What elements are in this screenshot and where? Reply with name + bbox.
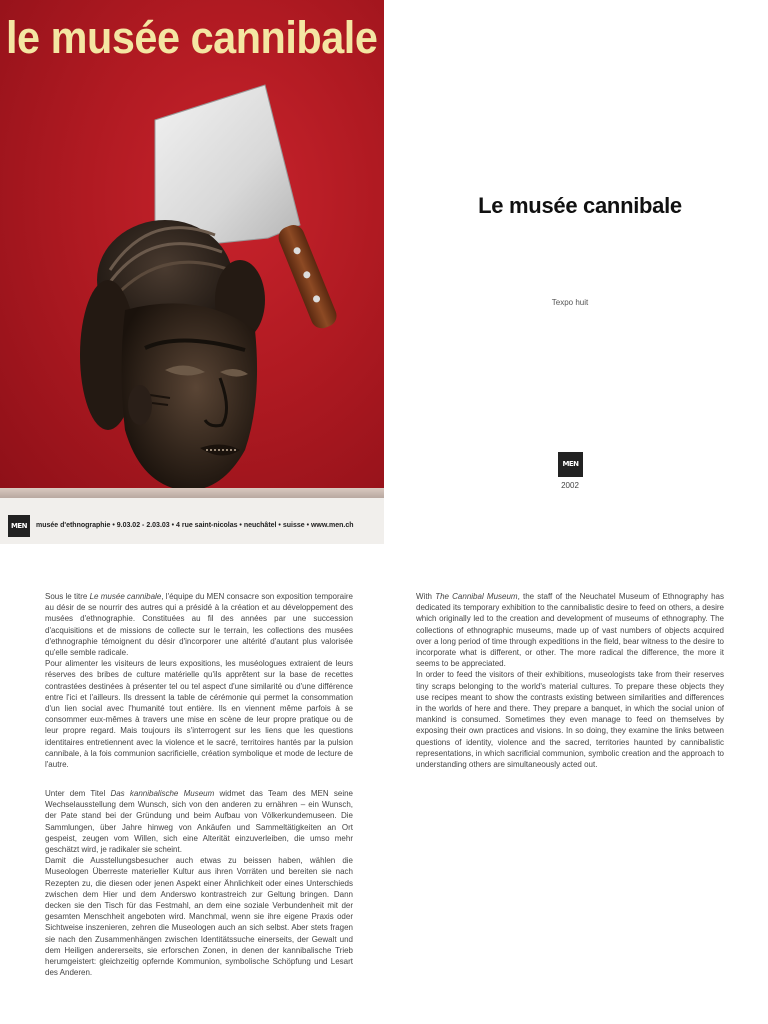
text-run: Sous le titre [45, 592, 90, 601]
paragraph: In order to feed the visitors of their exhibitions, museologists take from their reserves tiny scraps belonging to the world's material cultures. To prepare these objects they use recipes meant to show the contrasts existing between similarities and differences in the worlds of here and there. They prepare a banquet, in which the social union of mankind is consumed. Sometimes they even manage to feed on themselves by exposing their own practices and visions. In so doing, they examine the links between questions of identity, violence and the sacred, territories haunted by cannibalistic representations, in which sacrificial communion, symbolic creation and the approach to understanding others are simultaneously acted out. [416, 670, 724, 770]
document-subtitle: Texpo huit [551, 298, 589, 307]
paragraph [45, 591, 353, 658]
text-column-french [45, 591, 353, 770]
paragraph [45, 788, 353, 855]
poster-shelf [0, 488, 384, 498]
paragraph: Pour alimenter les visiteurs de leurs expositions, les muséologues extraient de leurs réserves des bribes de culture matérielle qu'ils apprêtent sur la base de recettes contrastées destinées à présenter tel ou tel aspect d'une similarité ou d'une différence entre l'ici et l'ailleurs. Ils dressent la table de cérémonie qui permet la consommation d'un lien social avec l'humanité tout entière. Ils en viennent même parfois à se consommer eux-mêmes à travers une mise en scène de leur propre pratique ou de leur propre regard. Mais toujours ils s'interrogent sur les liens que les questions identitaires entretiennent avec la violence et le sacré, territoires hantés par la pulsion cannibale, à la fois communion sacrificielle, création symbolique et mode de lecture de l'autre. [45, 659, 353, 770]
text-run: With [416, 592, 436, 601]
poster [0, 0, 384, 544]
text-run: Unter dem Titel [45, 789, 111, 798]
text-run-italic: The Cannibal Museum [435, 592, 518, 601]
men-logo: MEN [558, 452, 583, 477]
text-run: , l'équipe du MEN consacre son exposition temporaire au désir de se nourrir des autres qui a présidé à la création et au développement des musées d'ethnographie. Constituées au fil des années par une succession d'acquisitions et de missions de collecte sur le terrain, les collections des musées d'ethnographie témoignent du désir d'incorporer une altérité d'autant plus valorisée qu'elle semble radicale. [45, 592, 354, 658]
poster-footer [0, 498, 384, 544]
text-run-italic: Das kannibalische Museum [110, 789, 215, 798]
document-title: Le musée cannibale [478, 193, 682, 218]
text-column-english [416, 591, 724, 770]
poster-illustration [0, 0, 384, 498]
text-run: widmet das Team des MEN seine Wechselausstellung dem Wunsch, sich von den anderen zu ernähren – ein Wunsch, der Pate stand bei der Gründung und beim Aufbau von Völkerkundemuseen. Die Sammlungen, über Jahre hinweg von Ankäufen und Sammeltätigkeiten an Ort gespeist, zeugen vom Willen, sich eine Alterität einzuverleiben, die umso mehr geschätzt wird, je radikaler sie scheint. [45, 789, 354, 855]
document-year: 2002 [561, 481, 579, 490]
text-column-german [45, 788, 353, 978]
text-run: , the staff of the Neuchatel Museum of Ethnography has dedicated its temporary exhibition to the cannibalistic desire to feed on others, a desire which originally led to the creation and development of museums of ethnography. The collections of ethnographic museums, made up of vast numbers of objects acquired over a long period of time through expeditions in the field, bear witness to the desire to incorporate what is different, or other. The more radical the difference, the more it seems to be appreciated. [416, 592, 724, 669]
poster-title: le musée cannibale [6, 12, 378, 63]
text-run-italic: Le musée cannibale [89, 592, 162, 601]
paragraph [416, 591, 724, 669]
paragraph: Damit die Ausstellungsbesucher auch etwas zu beissen haben, wählen die Museologen Überreste materieller Kultur aus ihren Vorräten und bereiten sie nach Rezepten zu, die diesen oder jenen Aspekt einer Ähnlichkeit oder eines Unterschieds zwischen dem Hier und dem Anderswo kontrastreich zur Geltung bringen. Dann decken sie den Tisch für das Festmahl, an dem eine soziale Verbundenheit mit der gesamten Menschheit angeboten wird. Manchmal, wenn sie ihre eigene Praxis oder Sichtweise inszenieren, zehren die Museologen auch an sich selbst. Aber stets fragen sie nach den Zusammenhängen zwischen Identitätssuche einerseits, der Gewalt und dem Heiligen andererseits, sie erforschen Zonen, in denen der kannibalische Trieb herumgeistert: gleichzeitig opfernde Kommunion, symbolische Schöpfung und Lesart des Anderen. [45, 856, 353, 978]
men-logo: MEN [8, 515, 30, 537]
african-mask-image [80, 220, 265, 491]
poster-footer-text: musée d'ethnographie • 9.03.02 - 2.03.03 • 4 rue saint-nicolas • neuchâtel • suisse • www.men.ch [36, 522, 354, 529]
